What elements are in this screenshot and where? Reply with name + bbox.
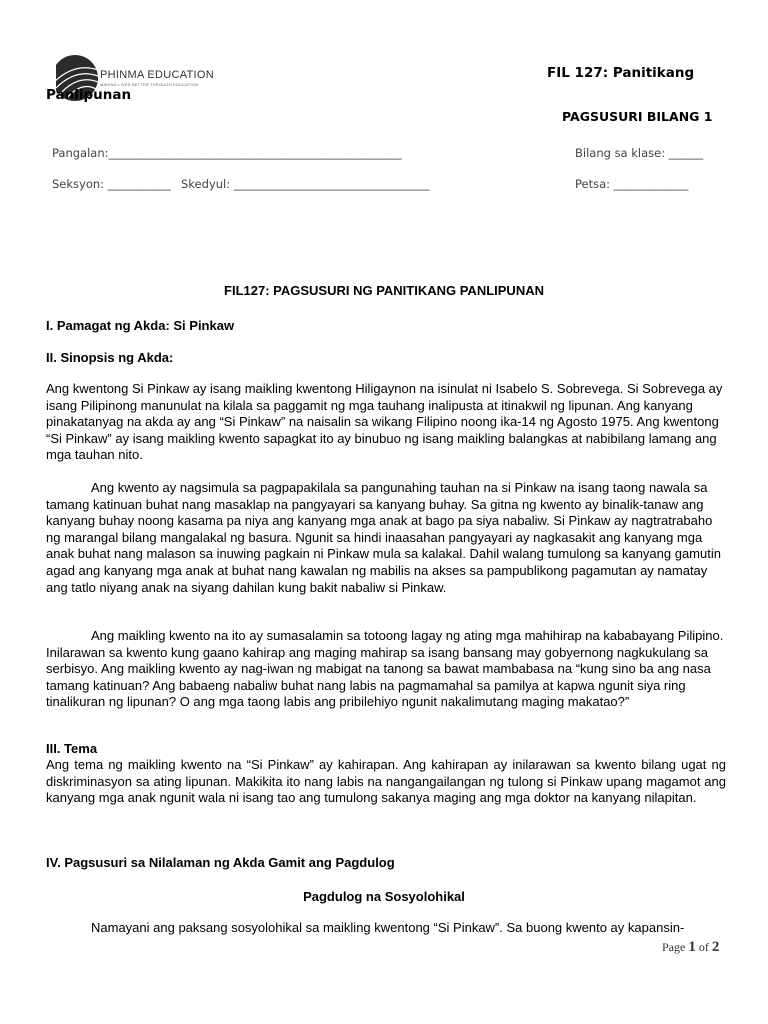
date-field: Petsa: _____________	[575, 177, 689, 191]
document-title: FIL127: PAGSUSURI NG PANITIKANG PANLIPUNAN	[224, 283, 544, 298]
analysis-heading: IV. Pagsusuri sa Nilalaman ng Akda Gamit ang Pagdulog	[46, 855, 395, 870]
theme-paragraph: Ang tema ng maikling kwento na “Si Pinkaw” ay kahirapan. Ang kahirapan ay inilarawan sa kwento bilang ugat ng diskriminasyon sa ating lipunan. Makikita ito nang labis na nangangailangan ng tulong si Pinkaw upang magamot ang kanyang mga anak ngunit wala ni isang tao ang tumulong sakanya maging ang mga doktor na kanyang nilapitan.	[46, 757, 726, 806]
assignment-number: PAGSUSURI BILANG 1	[562, 109, 713, 124]
page-number	[662, 939, 719, 956]
analysis-paragraph-1: Namayani ang paksang sosyolohikal sa maikling kwentong “Si Pinkaw”. Sa buong kwento ay kapansin-	[91, 920, 685, 935]
class-number-field: Bilang sa klase: ______	[575, 146, 704, 160]
current-page: 1	[688, 939, 696, 955]
synopsis-paragraph-3: Ang maikling kwento na ito ay sumasalamin sa totoong lagay ng ating mga mahihirap na kababayang Pilipino. Inilarawan sa kwento kung gaano kahirap ang maging mahirap sa isang bansang may gobyernong nagkukulang sa serbisyo. Ang maikling kwento ay nag-iwan ng mabigat na tanong sa bawat mambabasa na “kung sino ba ang nasa tamang katinuan? Ang babaeng nabaliw buhat nang labis na pagmamahal sa pamilya at kapwa ngunit siya ring tinalikuran ng lipunan? O ang mga taong labis ang pribilehiyo ngunit nakalimutang maging makatao?”	[46, 628, 724, 710]
logo-tagline: MAKING LIVES BETTER THROUGH EDUCATION	[100, 82, 199, 87]
page-word: Page	[662, 940, 686, 954]
theme-heading: III. Tema	[46, 741, 98, 756]
course-title-continued: Panlipunan	[46, 87, 132, 103]
section-field: Seksyon: ___________	[52, 177, 171, 191]
synopsis-heading: II. Sinopsis ng Akda:	[46, 350, 174, 365]
synopsis-paragraph-2: Ang kwento ay nagsimula sa pagpapakilala sa pangunahing tauhan na si Pinkaw na isang taong nawala sa tamang katinuan buhat nang masaklap na pangyayari sa kanyang buhay. Sa gitna ng kwento ay binalik-tanaw ang kanyang buhay noong kasama pa niya ang kanyang mga anak at bago pa siya nabaliw. Si Pinkaw ay nagtratrabaho ng marangal bilang mangalakal ng basura. Ngunit sa hindi inaasahan pangyayari ay nagkasakit ang kanyang mga anak buhat nang malason sa inuwing pagkain ni Pinkaw mula sa kalakal. Dahil walang tumulong sa kanyang gamutin agad ang kanyang mga anak at buhat nang kawalan ng mabilis na akses sa pampublikong pagamutan ay namatay ang tatlo niyang anak na siyang dahilan kung bakit nabaliw si Pinkaw.	[46, 480, 721, 595]
section-title-heading: I. Pamagat ng Akda: Si Pinkaw	[46, 318, 235, 333]
synopsis-paragraph-1: Ang kwentong Si Pinkaw ay isang maikling kwentong Hiligaynon na isinulat ni Isabelo S. Sobrevega. Si Sobrevega ay isang Pilipinong manunulat na kilala sa paggamit ng mga tauhang inalipusta at itinakwil ng lipunan. Ang kanyang pinakatanyag na akda ay ang “Si Pinkaw” na naisalin sa wikang Filipino noong ika-14 ng Agosto 1975. Ang kwentong “Si Pinkaw” ay isang maikling kwento sapagkat ito ay binubuo ng isang maikling balangkas at nabibilang lamang ang mga tauhan nito.	[46, 381, 723, 463]
course-title: FIL 127: Panitikang	[547, 65, 695, 81]
name-field: Pangalan:___________________________________________________	[52, 146, 402, 160]
schedule-field: Skedyul: __________________________________	[181, 177, 430, 191]
of-word: of	[698, 940, 709, 954]
total-pages: 2	[711, 939, 720, 955]
logo-text: PHINMA EDUCATION	[100, 69, 214, 81]
approach-subheading: Pagdulog na Sosyolohikal	[303, 889, 465, 904]
